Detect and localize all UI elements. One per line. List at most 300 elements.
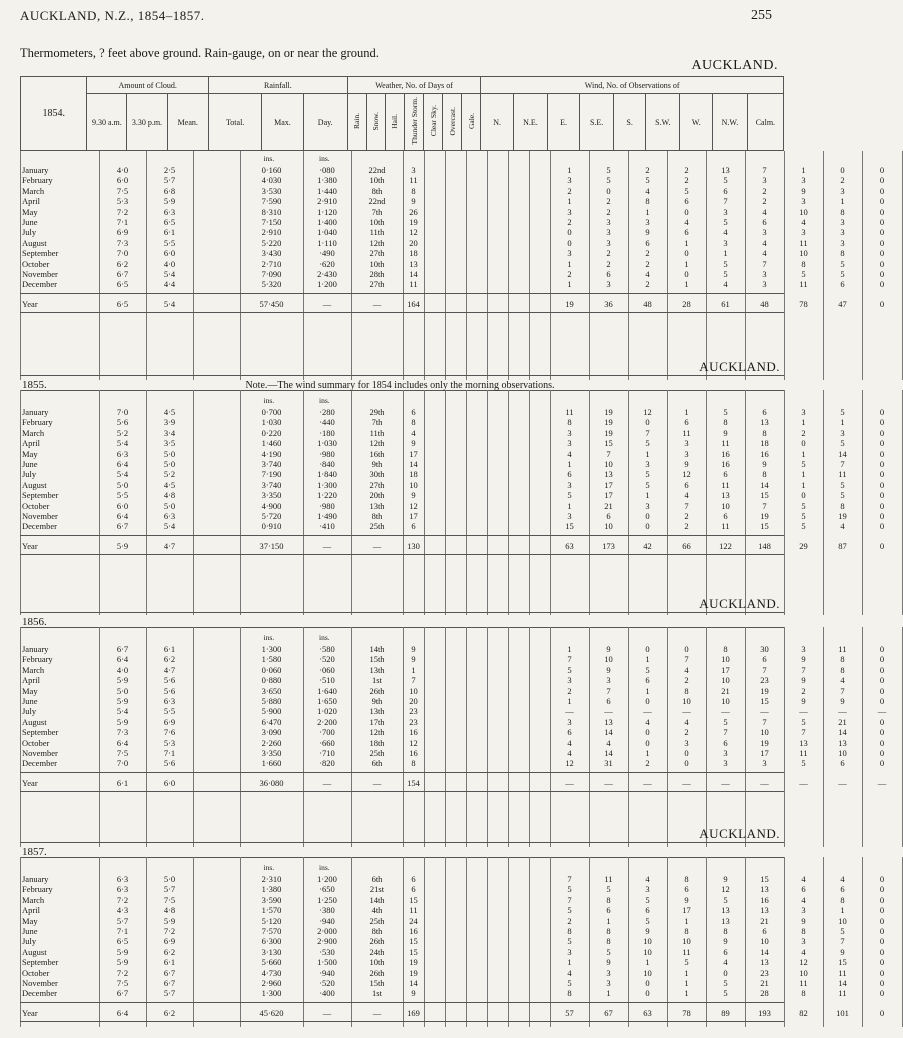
table-cell: 4 [801,874,806,884]
table-cell: 5·9 [116,716,129,727]
table-cell: 2 [606,206,611,217]
month-label: February [22,654,53,665]
table-cell: 63 [643,1007,652,1018]
table-cell: 4 [645,716,650,727]
column-header [462,94,481,151]
table-cell: 10th [369,957,385,968]
table-cell: 8th [371,511,383,521]
table-cell: 1·110 [317,237,337,248]
table-cell: 0 [879,237,885,248]
month-label: March [22,427,45,438]
table-cell: 1 [801,417,806,428]
column-header: S.E. [580,94,614,151]
table-cell: 17 [721,664,730,675]
table-cell: 4 [567,737,572,748]
table-cell: 9 [411,644,416,654]
month-label: May [22,685,38,696]
table-cell: 1·660 [261,758,282,769]
month-label: January [22,644,49,654]
table-cell: 0 [879,448,885,459]
table-cell: 23 [409,706,418,717]
table-cell: 0 [879,248,885,259]
table-cell: 2 [840,175,845,186]
table-row [20,417,885,428]
table-cell: 9 [606,957,611,968]
table-cell: 6 [645,237,650,248]
table-cell: 5 [567,884,572,895]
table-cell: ·940 [319,967,335,978]
table-cell: 7·5 [163,894,176,905]
table-cell: 2 [645,248,650,259]
table-row [20,227,885,238]
table-cell: — [565,706,574,717]
table-cell: 4 [762,237,767,248]
table-cell: 16 [760,448,769,459]
table-cell: 5 [840,407,845,417]
table-cell: 6th [371,758,383,769]
table-cell: 2 [762,185,767,196]
table-cell: 13th [369,500,385,511]
table-cell: 5·2 [163,469,176,480]
month-label: April [22,438,40,449]
table-cell: 12 [799,957,808,968]
table-cell: 6·0 [163,777,176,788]
table-cell: 7 [762,165,767,175]
table-cell: 7 [645,427,650,438]
table-cell: 13 [409,258,418,269]
table-cell: 6·3 [116,884,129,895]
table-cell: 5 [645,479,650,490]
table-cell: 5·0 [163,500,176,511]
table-cell: 28th [369,269,385,279]
table-cell: 2 [567,269,572,279]
table-cell: 7·190 [261,469,282,480]
table-cell: 2 [645,258,650,269]
table-cell: 7·5 [116,748,129,758]
table-cell: 1·030 [317,438,337,449]
rule [20,791,784,792]
rule [20,554,784,555]
table-cell: 23 [760,675,769,686]
table-cell: 1 [645,654,650,665]
table-cell: 1·300 [317,479,337,490]
table-cell: 0 [879,675,885,686]
table-cell: 16 [409,748,418,758]
table-cell: 26 [409,206,418,217]
table-cell: 11 [604,874,613,884]
table-cell: 15 [760,696,769,706]
table-cell: 0·880 [261,675,282,686]
table-cell: 6·4 [116,459,129,469]
table-cell: 19 [760,737,769,748]
month-label: January [22,165,49,175]
table-cell: 0 [879,926,885,936]
table-cell: 6 [840,884,845,895]
table-cell: 0 [879,206,885,217]
table-cell: 19 [760,511,769,521]
table-cell: 6 [723,185,728,196]
table-cell: 1·440 [317,185,337,196]
table-cell: 5·6 [163,758,176,769]
table-cell: 4·7 [163,540,176,551]
table-cell: 0·060 [261,664,282,675]
table-cell: 3·650 [261,685,282,696]
table-cell: 3 [762,227,767,238]
table-cell: 11 [721,521,730,532]
table-cell: ·660 [319,737,335,748]
table-cell: 3 [762,758,767,769]
table-cell: 0 [879,511,885,521]
table-cell: 9 [723,427,728,438]
table-cell: 6 [411,874,416,884]
table-cell: 4·0 [116,664,129,675]
table-cell: 0 [684,248,689,259]
table-cell: 2·710 [261,258,282,269]
table-cell: 5 [723,258,728,269]
table-cell: 7·3 [116,727,129,738]
column-header-label: Hail. [390,113,400,129]
table-cell: 5·7 [163,884,176,895]
table-cell: 9 [411,988,416,999]
column-header: S. [614,94,646,151]
month-label: April [22,905,40,916]
table-cell: 5·5 [163,237,176,248]
table-cell: 1st [372,675,382,686]
table-cell: 6 [567,469,572,480]
table-cell: — [721,706,730,717]
table-cell: 5 [840,490,845,501]
month-label: November [22,978,58,988]
table-cell: 1·300 [261,644,282,654]
table-cell: 0 [879,479,885,490]
table-cell: 6 [606,696,611,706]
table-cell: 6 [762,654,767,665]
table-cell: 3·590 [261,894,282,905]
table-cell: 11th [369,227,385,238]
month-label: January [22,874,49,884]
table-cell: ·060 [319,664,335,675]
table-cell: 14 [604,748,613,758]
table-cell: 15 [409,946,418,957]
table-cell: — [877,777,887,788]
table-cell: 3 [606,227,611,238]
table-cell: 6·1 [163,227,176,238]
table-cell: 3 [567,175,572,186]
table-cell: 2·430 [317,269,337,279]
table-cell: 1 [606,915,611,926]
table-cell: 5 [684,957,689,968]
table-cell: 17 [409,448,418,459]
table-cell: 19 [409,957,418,968]
table-row [20,874,885,884]
table-cell: 1·500 [317,957,337,968]
table-cell: 0 [879,696,885,706]
table-cell: 10 [721,654,730,665]
table-cell: 5 [723,175,728,186]
table-row [20,905,885,916]
table-cell: 14 [838,727,847,738]
table-cell: 15 [838,957,847,968]
table-cell: 0 [879,758,885,769]
table-cell: 10th [369,175,385,186]
table-cell: 4·8 [163,490,176,501]
table-cell: 5·120 [261,915,282,926]
table-cell: 6 [645,905,650,916]
column-header: S.W. [646,94,680,151]
table-cell: 11 [409,279,418,290]
month-label: June [22,459,38,469]
table-cell: 12th [369,727,385,738]
table-row [20,884,885,895]
rainfall-group-header: Rainfall. [209,77,348,94]
table-cell: 13 [721,905,730,916]
table-cell: 17 [760,748,769,758]
table-cell: 5 [840,269,845,279]
table-cell: 8 [840,248,845,259]
table-cell: 18 [409,248,418,259]
year-label: 1855. [22,379,47,391]
column-header [443,94,462,151]
weather-group-header: Weather, No. of Days of [347,77,481,94]
table-cell: 15th [369,978,385,988]
table-cell: 2·900 [317,936,337,947]
table-cell: 26th [369,967,385,978]
table-cell: 5·4 [116,706,129,717]
table-cell: 0 [879,748,885,758]
table-cell: 0 [645,417,650,428]
table-cell: 7·0 [116,758,129,769]
table-cell: 2 [645,758,650,769]
table-cell: 13 [760,905,769,916]
column-header: Total. [209,94,262,151]
table-cell: — [643,706,652,717]
table-cell: 7·570 [261,926,282,936]
table-cell: 78 [682,1007,691,1018]
table-cell: 11 [799,237,808,248]
column-header-label: Clear Sky. [428,105,438,137]
month-label: September [22,727,59,738]
table-cell: 6 [606,905,611,916]
table-row [20,511,885,521]
units-label: ins. [263,396,275,405]
table-cell: 8 [801,258,806,269]
table-cell: 7 [606,448,611,459]
table-cell: 7·1 [163,748,176,758]
table-cell: 3·9 [163,417,176,428]
table-cell: 6·7 [116,521,129,532]
table-cell: 4 [801,217,806,227]
table-cell: 5·9 [116,540,129,551]
month-label: April [22,675,40,686]
table-row [20,737,885,748]
table-cell: 7 [762,664,767,675]
table-cell: 7 [840,459,845,469]
table-cell: 5 [801,459,806,469]
table-row [20,448,885,459]
table-cell: 130 [407,540,420,551]
table-cell: 7·6 [163,727,176,738]
table-cell: 8 [606,936,611,947]
table-cell: 0 [879,874,885,884]
table-cell: 4 [840,675,845,686]
units-label: ins. [263,633,275,642]
month-label: June [22,696,38,706]
table-cell: 0 [879,500,885,511]
table-cell: 17 [409,511,418,521]
table-cell: 67 [604,1007,613,1018]
table-cell: 0 [879,196,885,207]
table-cell: 23 [760,967,769,978]
year-total-label: Year [22,777,38,788]
table-cell: 1 [684,967,689,978]
table-cell: 5·9 [116,957,129,968]
table-cell: — [565,777,574,788]
table-cell: 3·740 [261,459,282,469]
table-cell: 8 [840,894,845,905]
table-cell: 66 [682,540,691,551]
table-cell: 5 [723,978,728,988]
table-cell: 0 [879,737,885,748]
table-cell: 14 [760,479,769,490]
table-cell: 9 [840,946,845,957]
table-cell: 9 [723,936,728,947]
month-label: May [22,206,38,217]
table-cell: 5·7 [163,175,176,186]
table-cell: 6·470 [261,716,282,727]
table-cell: 5 [723,407,728,417]
table-cell: 0 [645,696,650,706]
table-cell: 8 [567,926,572,936]
table-row [20,727,885,738]
table-cell: 5·9 [163,196,176,207]
table-cell: 5·9 [116,946,129,957]
rule [20,612,784,613]
table-cell: 11 [799,978,808,988]
table-cell: 3 [762,279,767,290]
table-cell: 9 [411,654,416,665]
table-cell: 13 [721,490,730,501]
table-row [20,479,885,490]
month-label: November [22,511,58,521]
table-cell: 3 [684,448,689,459]
column-header: N.E. [513,94,547,151]
table-cell: 14 [409,459,418,469]
table-cell: 11th [369,427,385,438]
column-header [424,94,443,151]
table-cell: 5·9 [116,675,129,686]
table-cell: 7·1 [116,217,129,227]
table-cell: — [682,706,691,717]
table-cell: 8·310 [261,206,282,217]
rule [20,627,784,628]
table-cell: 1 [645,957,650,968]
table-cell: 7th [371,206,383,217]
table-cell: 5·2 [116,427,129,438]
table-cell: 1 [801,165,806,175]
table-cell: 1·200 [317,874,337,884]
table-row [20,706,887,717]
table-cell: 5·5 [116,490,129,501]
table-cell: 10th [369,217,385,227]
table-cell: 5 [840,926,845,936]
table-cell: 10th [369,258,385,269]
table-cell: 6·1 [163,957,176,968]
table-cell: 8 [606,926,611,936]
month-label: September [22,957,59,968]
table-cell: 6·300 [261,936,282,947]
table-cell: ·080 [319,165,335,175]
table-cell: 7 [567,894,572,905]
table-cell: 9 [840,696,845,706]
month-label: September [22,248,59,259]
table-cell: 2·260 [261,737,282,748]
table-cell: ·440 [319,417,335,428]
table-cell: 10 [409,685,418,696]
page-subtitle: Thermometers, ? feet above ground. Rain-gauge, on or near the ground. [20,46,379,60]
table-cell: 3 [411,165,416,175]
month-label: March [22,185,45,196]
table-cell: 6·3 [116,448,129,459]
table-cell: 31 [604,758,613,769]
table-cell: 10 [721,696,730,706]
table-cell: 4·4 [163,279,176,290]
table-cell: 5·320 [261,279,282,290]
table-cell: 6 [762,926,767,936]
table-cell: 13th [369,664,385,675]
table-cell: 6·0 [116,175,129,186]
table-cell: 3·430 [261,248,282,259]
table-cell: 7·5 [116,978,129,988]
table-cell: 1·580 [261,654,282,665]
year-total-label: Year [22,298,38,309]
table-cell: 17 [604,490,613,501]
table-cell: 3 [645,884,650,895]
table-cell: 4·0 [163,258,176,269]
table-cell: 7 [606,685,611,696]
table-cell: 1·040 [317,227,337,238]
table-cell: 5 [645,915,650,926]
table-cell: 6 [840,758,845,769]
table-cell: 8 [840,654,845,665]
table-cell: 5 [801,716,806,727]
table-cell: 3 [762,269,767,279]
table-cell: 5 [723,716,728,727]
table-cell: 5 [840,258,845,269]
table-cell: 1 [606,988,611,999]
table-cell: 7·0 [116,248,129,259]
table-cell: — [799,706,808,717]
table-cell: 5·7 [116,915,129,926]
table-cell: — [877,706,887,717]
month-label: October [22,500,50,511]
table-cell: 9 [606,664,611,675]
table-cell: 5 [723,217,728,227]
table-row [20,978,885,988]
table-cell: 4 [840,521,845,532]
table-cell: 10 [643,936,652,947]
table-cell: 8th [371,185,383,196]
table-cell: ·980 [319,500,335,511]
table-cell: 4·5 [163,479,176,490]
table-cell: 1 [645,685,650,696]
table-cell: 4 [567,967,572,978]
table-cell: 7·590 [261,196,282,207]
table-cell: 8 [762,469,767,480]
table-cell: 1·380 [261,884,282,895]
table-cell: 8th [371,926,383,936]
table-cell: 6·7 [163,967,176,978]
table-cell: — [372,540,382,551]
